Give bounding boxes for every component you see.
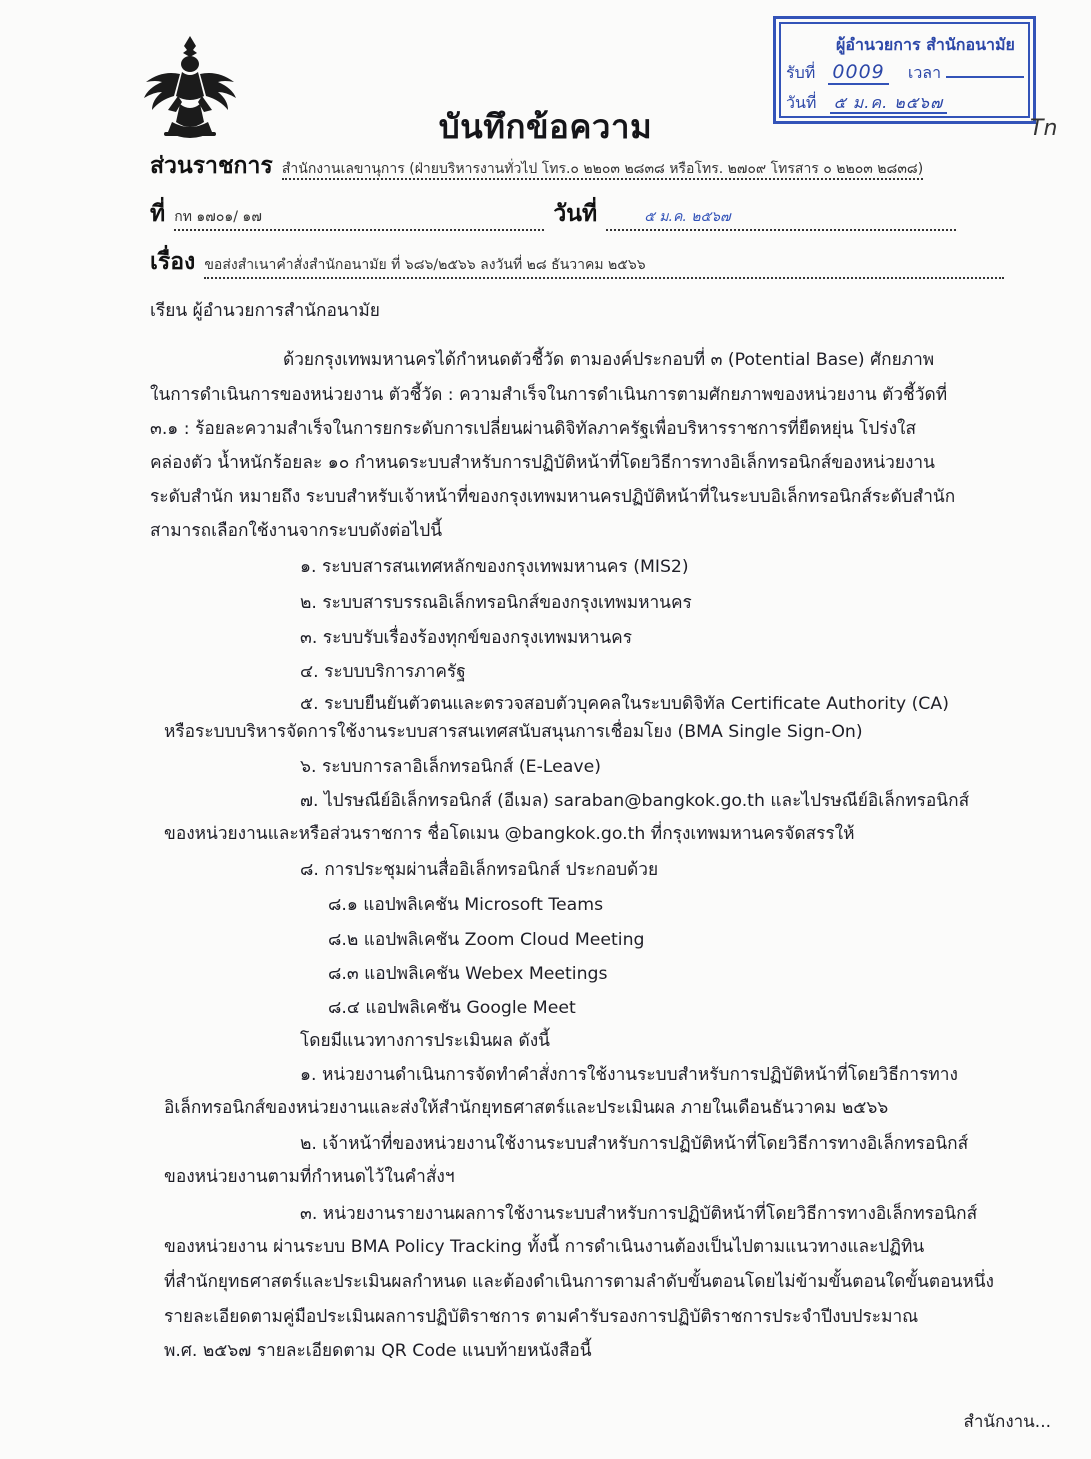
list-item: ๓. ระบบรับเรื่องร้องทุกข์ของกรุงเทพมหานคร bbox=[300, 628, 632, 648]
sub-list-item: ๘.๔ แอปพลิเคชัน Google Meet bbox=[328, 998, 576, 1018]
list-item: ๑. ระบบสารสนเทศหลักของกรุงเทพมหานคร (MIS2) bbox=[300, 557, 689, 577]
reference-value: กท ๑๗๐๑/ ๑๗ bbox=[174, 206, 544, 231]
list-item: ๔. ระบบบริการภาครัฐ bbox=[300, 662, 466, 682]
stamp-receive-number: 0009 bbox=[828, 61, 888, 85]
subject-value: ขอส่งสำเนาคำสั่งสำนักอนามัย ที่ ๖๘๖/๒๕๖๖ ลงวันที่ ๒๘ ธันวาคม ๒๕๖๖ bbox=[204, 254, 1004, 279]
evaluation-continuation: ของหน่วยงาน ผ่านระบบ BMA Policy Tracking ทั้งนี้ การดำเนินงานต้องเป็นไปตามแนวทางและปฏิทิน bbox=[164, 1237, 925, 1257]
stamp-receive-row bbox=[786, 61, 1024, 86]
evaluation-continuation: ที่สำนักยุทธศาสตร์และประเมินผลกำหนด และต้องดำเนินการตามลำดับขั้นตอนโดยไม่ข้ามขั้นตอนใดขั้นตอนหนึ่ง bbox=[164, 1272, 994, 1292]
stamp-receive-label: รับที่ bbox=[786, 63, 816, 82]
list-item: ๗. ไปรษณีย์อิเล็กทรอนิกส์ (อีเมล) saraban@bangkok.go.th และไปรษณีย์อิเล็กทรอนิกส์ bbox=[300, 791, 970, 811]
list-item-continuation: ของหน่วยงานและหรือส่วนราชการ ชื่อโดเมน @bangkok.go.th ที่กรุงเทพมหานครจัดสรรให้ bbox=[164, 824, 855, 844]
list-item: ๖. ระบบการลาอิเล็กทรอนิกส์ (E-Leave) bbox=[300, 757, 601, 777]
intro-line: ระดับสำนัก หมายถึง ระบบสำหรับเจ้าหน้าที่ของกรุงเทพมหานครปฏิบัติหน้าที่ในระบบอิเล็กทรอนิกส์ระดับสำนัก bbox=[150, 487, 956, 507]
intro-line: คล่องตัว น้ำหนักร้อยละ ๑๐ กำหนดระบบสำหรับการปฏิบัติหน้าที่โดยวิธีการทางอิเล็กทรอนิกส์ของหน่วยงาน bbox=[150, 453, 935, 473]
stamp-time-blank bbox=[946, 76, 1024, 78]
continuation-marker: สำนักงาน... bbox=[963, 1412, 1051, 1432]
evaluation-continuation: พ.ศ. ๒๕๖๗ รายละเอียดตาม QR Code แนบท้ายหนังสือนี้ bbox=[164, 1341, 592, 1361]
evaluation-item: ๒. เจ้าหน้าที่ของหน่วยงานใช้งานระบบสำหรับการปฏิบัติหน้าที่โดยวิธีการทางอิเล็กทรอนิกส์ bbox=[300, 1134, 969, 1154]
evaluation-continuation: รายละเอียดตามคู่มือประเมินผลการปฏิบัติราชการ ตามคำรับรองการปฏิบัติราชการประจำปีงบประมาณ bbox=[164, 1307, 919, 1327]
reference-label: ที่ bbox=[150, 201, 166, 227]
handwritten-initial: Tn bbox=[1030, 116, 1058, 141]
memo-title: บันทึกข้อความ bbox=[438, 107, 653, 146]
sub-list-item: ๘.๒ แอปพลิเคชัน Zoom Cloud Meeting bbox=[328, 930, 645, 950]
agency-value: สำนักงานเลขานุการ (ฝ่ายบริหารงานทั่วไป โทร.๐ ๒๒๐๓ ๒๘๓๘ หรือโทร. ๒๗๐๙ โทรสาร ๐ ๒๒๐๓ ๒๘๓๘) bbox=[282, 161, 923, 180]
evaluation-continuation: ของหน่วยงานตามที่กำหนดไว้ในคำสั่งฯ bbox=[164, 1167, 455, 1187]
sub-list-item: ๘.๓ แอปพลิเคชัน Webex Meetings bbox=[328, 964, 608, 984]
intro-line: ๓.๑ : ร้อยละความสำเร็จในการยกระดับการเปลี่ยนผ่านดิจิทัลภาครัฐเพื่อบริหารราชการที่ยืดหยุ่น โปร่งใส bbox=[150, 419, 917, 439]
date-label: วันที่ bbox=[553, 201, 598, 227]
list-item-continuation: หรือระบบบริหารจัดการใช้งานระบบสารสนเทศสนับสนุนการเชื่อมโยง (BMA Single Sign-On) bbox=[164, 722, 863, 742]
stamp-time-label: เวลา bbox=[907, 63, 942, 82]
stamp-date-value: ๕ ม.ค. ๒๕๖๗ bbox=[830, 93, 948, 114]
salutation: เรียน ผู้อำนวยการสำนักอนามัย bbox=[150, 301, 380, 321]
subject-label: เรื่อง bbox=[150, 249, 196, 275]
list-item: ๕. ระบบยืนยันตัวตนและตรวจสอบตัวบุคคลในระบบดิจิทัล Certificate Authority (CA) bbox=[300, 694, 949, 714]
list-item: ๒. ระบบสารบรรณอิเล็กทรอนิกส์ของกรุงเทพมหานคร bbox=[300, 593, 692, 613]
sub-list-item: ๘.๑ แอปพลิเคชัน Microsoft Teams bbox=[328, 895, 604, 915]
intro-line: ในการดำเนินการของหน่วยงาน ตัวชี้วัด : ความสำเร็จในการดำเนินการตามศักยภาพของหน่วยงาน ตัวชี้วัดที่ bbox=[150, 385, 948, 405]
stamp-date-label: วันที่ bbox=[786, 93, 817, 112]
stamp-title: ผู้อำนวยการ สำนักอนามัย bbox=[836, 35, 1015, 54]
intro-line: ด้วยกรุงเทพมหานครได้กำหนดตัวชี้วัด ตามองค์ประกอบที่ ๓ (Potential Base) ศักยภาพ bbox=[283, 350, 935, 370]
intro-line: สามารถเลือกใช้งานจากระบบดังต่อไปนี้ bbox=[150, 521, 443, 541]
evaluation-heading: โดยมีแนวทางการประเมินผล ดังนี้ bbox=[300, 1031, 550, 1051]
evaluation-item: ๓. หน่วยงานรายงานผลการใช้งานระบบสำหรับการปฏิบัติหน้าที่โดยวิธีการทางอิเล็กทรอนิกส์ bbox=[300, 1204, 978, 1224]
evaluation-continuation: อิเล็กทรอนิกส์ของหน่วยงานและส่งให้สำนักยุทธศาสตร์และประเมินผล ภายในเดือนธันวาคม ๒๕๖๖ bbox=[164, 1098, 889, 1118]
list-item: ๘. การประชุมผ่านสื่ออิเล็กทรอนิกส์ ประกอบด้วย bbox=[300, 860, 659, 880]
date-value: ๕ ม.ค. ๒๕๖๗ bbox=[606, 206, 956, 231]
evaluation-item: ๑. หน่วยงานดำเนินการจัดทำคำสั่งการใช้งานระบบสำหรับการปฏิบัติหน้าที่โดยวิธีการทาง bbox=[300, 1065, 958, 1085]
agency-row bbox=[150, 148, 923, 184]
agency-label: ส่วนราชการ bbox=[150, 153, 273, 179]
reference-row bbox=[150, 196, 956, 232]
subject-row bbox=[150, 244, 1004, 280]
